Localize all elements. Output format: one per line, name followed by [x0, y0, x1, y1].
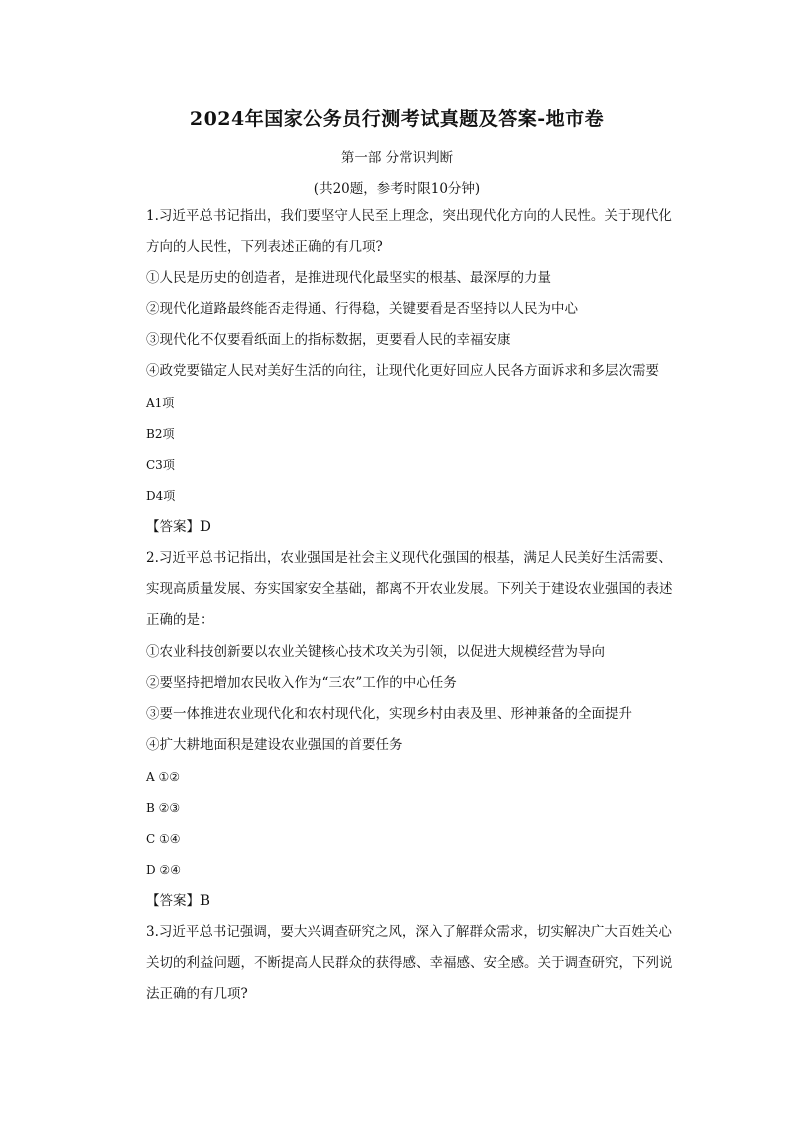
question-2-option-d: D ②④ [146, 863, 181, 877]
question-1-stem-line-2: 方向的人民性，下列表述正确的有几项? [146, 239, 383, 255]
question-2-stem-line-1: 2.习近平总书记指出，农业强国是社会主义现代化强国的根基，满足人民美好生活需要、 [146, 550, 672, 566]
question-2-answer: 【答案】B [146, 893, 210, 909]
question-2-stem-line-3: 正确的是： [146, 612, 214, 628]
question-2-statement-4: ④扩大耕地面积是建设农业强国的首要任务 [146, 737, 403, 753]
question-2-option-b: B ②③ [146, 801, 181, 815]
question-1-stem-line-1: 1.习近平总书记指出，我们要坚守人民至上理念，突出现代化方向的人民性。关于现代化 [146, 208, 672, 224]
question-1-answer: 【答案】D [146, 519, 211, 535]
question-3-stem-line-3: 法正确的有几项? [146, 986, 248, 1002]
question-1-statement-1: ①人民是历史的创造者，是推进现代化最坚实的根基、最深厚的力量 [146, 270, 551, 286]
question-1-statement-2: ②现代化道路最终能否走得通、行得稳，关键要看是否坚持以人民为中心 [146, 301, 578, 317]
question-1-option-d: D4项 [146, 489, 176, 503]
question-1-option-c: C3项 [146, 458, 175, 472]
question-2-statement-1: ①农业科技创新要以农业关键核心技术攻关为引领，以促进大规模经营为导向 [146, 644, 605, 660]
question-2-stem-line-2: 实现高质量发展、夯实国家安全基础，都离不开农业发展。下列关于建设农业强国的表述 [146, 581, 673, 597]
question-2-statement-2: ②要坚持把增加农民收入作为“三农”工作的中心任务 [146, 675, 457, 691]
section-note: (共20题，参考时限10分钟) [313, 181, 481, 197]
question-2-option-c: C ①④ [146, 832, 181, 846]
document-title: 2024年国家公务员行测考试真题及答案-地市卷 [189, 108, 605, 130]
question-2-statement-3: ③要一体推进农业现代化和农村现代化，实现乡村由表及里、形神兼备的全面提升 [146, 706, 632, 722]
section-heading: 第一部 分常识判断 [340, 150, 454, 166]
question-2-option-a: A ①② [146, 770, 180, 784]
question-1-statement-4: ④政党要锚定人民对美好生活的向往，让现代化更好回应人民各方面诉求和多层次需要 [146, 363, 659, 379]
question-3-stem-line-2: 关切的利益问题，不断提高人民群众的获得感、幸福感、安全感。关于调查研究，下列说 [146, 955, 673, 971]
question-1-option-a: A1项 [146, 396, 175, 410]
question-1-option-b: B2项 [146, 427, 175, 441]
question-3-stem-line-1: 3.习近平总书记强调，要大兴调查研究之风，深入了解群众需求，切实解决广大百姓关心 [146, 924, 672, 940]
question-1-statement-3: ③现代化不仅要看纸面上的指标数据，更要看人民的幸福安康 [146, 332, 511, 348]
